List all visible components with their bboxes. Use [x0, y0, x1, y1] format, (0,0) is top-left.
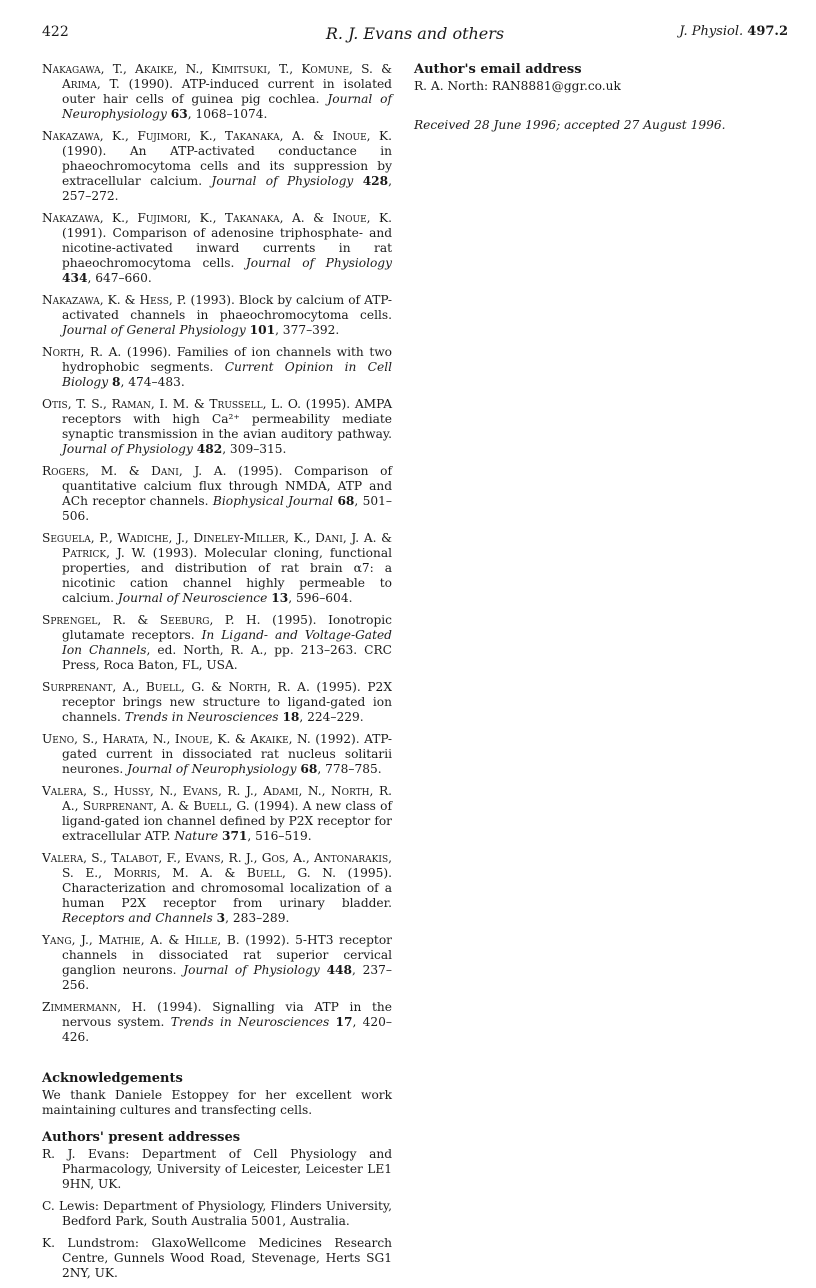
- reference-title: Block by calcium of ATP-activated channels in phaeochromocytoma cells.: [62, 293, 392, 323]
- journal-volume: 497.2: [747, 24, 788, 39]
- reference-volume: 101: [249, 323, 276, 338]
- reference-journal: Nature: [174, 828, 219, 843]
- reference-authors: Nakagawa, T., Akaike, N., Kimitsuki, T., Komune, S. & Arima, T.: [42, 62, 392, 92]
- reference-authors: Rogers, M. & Dani, J. A.: [42, 463, 227, 478]
- reference-authors: Valera, S., Talabot, F., Evans, R. J., Gos, A., Antonarakis, S. E., Morris, M. A. & Buell, G. N.: [42, 850, 392, 880]
- reference-pages: , 647–660.: [87, 271, 152, 286]
- reference-pages: , ed. North, R. A., pp. 213–263. CRC Press, Roca Baton, FL, USA.: [62, 643, 392, 673]
- journal-reference: [679, 24, 788, 39]
- reference-title: An ATP-activated conductance in phaeochromocytoma cells and its suppression by extracellular calcium.: [62, 144, 392, 189]
- reference-authors: Yang, J., Mathie, A. & Hille, B.: [42, 932, 240, 947]
- reference-volume: 371: [221, 828, 248, 843]
- email-address: R. A. North: RAN8881@ggr.co.uk: [414, 79, 621, 93]
- reference-pages: , 778–785.: [317, 761, 382, 776]
- reference-title: Comparison of adenosine triphosphate- and nicotine-activated inward currents in rat phaeochromocytoma cells.: [62, 226, 392, 271]
- reference-title: Signalling via ATP in the nervous system.: [62, 999, 392, 1029]
- reference-year: (1995).: [309, 679, 361, 694]
- reference-volume: 434: [62, 271, 88, 286]
- reference-title: A new class of ligand-gated ion channel defined by P2X receptor for extracellular ATP.: [62, 798, 392, 843]
- reference-pages: , 474–483.: [120, 375, 185, 390]
- reference-title: Families of ion channels with two hydrophobic segments.: [62, 344, 392, 375]
- reference-entry: [42, 851, 392, 926]
- reference-year: (1994).: [249, 798, 299, 813]
- reference-title: Characterization and chromosomal localization of a human P2X receptor from urinary bladder.: [62, 880, 392, 910]
- reference-list: [42, 62, 392, 1045]
- reference-authors: Nakazawa, K., Fujimori, K., Takanaka, A. & Inoue, K.: [42, 128, 392, 143]
- journal-abbrev: J. Physiol.: [679, 24, 744, 39]
- reference-journal: Journal of Physiology: [245, 256, 392, 271]
- reference-pages: , 283–289.: [225, 910, 290, 925]
- reference-entry: [42, 62, 392, 122]
- reference-year: (1993).: [145, 545, 198, 560]
- reference-authors: Seguela, P., Wadiche, J., Dineley-Miller, K., Dani, J. A. & Patrick, J. W.: [42, 530, 392, 560]
- reference-journal: Journal of General Physiology: [62, 323, 246, 338]
- reference-title: 5-HT3 receptor channels in dissociated rat superior cervical ganglion neurons.: [62, 932, 392, 977]
- right-column: [414, 62, 788, 132]
- reference-pages: , 1068–1074.: [187, 107, 268, 122]
- reference-title: Molecular cloning, functional properties, and distribution of rat brain α7: a nicotinic cation channel highly permeable to calcium.: [62, 545, 392, 606]
- reference-pages: , 224–229.: [299, 710, 364, 724]
- reference-volume: 428: [362, 174, 389, 189]
- reference-entry: [42, 531, 392, 606]
- reference-entry: [42, 680, 392, 725]
- address-item: C. Lewis: Department of Physiology, Flinders University, Bedford Park, South Australia 5001, Australia.: [42, 1198, 392, 1228]
- reference-entry: [42, 293, 392, 338]
- reference-authors: Nakazawa, K., Fujimori, K., Takanaka, A. & Inoue, K.: [42, 211, 392, 226]
- reference-entry: [42, 397, 392, 457]
- reference-volume: 482: [196, 442, 223, 457]
- reference-year: (1991).: [62, 226, 107, 241]
- reference-volume: 63: [170, 107, 188, 122]
- reference-pages: , 516–519.: [247, 828, 312, 843]
- reference-year: (1995).: [335, 865, 392, 880]
- reference-authors: Otis, T. S., Raman, I. M. & Trussell, L. O.: [42, 396, 302, 411]
- reference-journal: Current Opinion in Cell Biology: [62, 360, 393, 390]
- reference-pages: , 501–506.: [62, 494, 393, 524]
- reference-year: (1996).: [121, 344, 172, 359]
- reference-year: (1992).: [239, 932, 290, 947]
- reference-journal: Journal of Physiology: [183, 962, 320, 977]
- reference-volume: 17: [335, 1014, 353, 1029]
- reference-volume: 18: [282, 710, 300, 724]
- address-item: K. Lundstrom: GlaxoWellcome Medicines Research Centre, Gunnels Wood Road, Stevenage, Herts SG1 2NY, UK.: [42, 1235, 392, 1280]
- reference-volume: 448: [326, 962, 353, 977]
- email-heading: Author's email address: [414, 62, 582, 77]
- reference-entry: [42, 345, 392, 390]
- reference-year: (1995).: [260, 612, 317, 627]
- reference-pages: , 237–256.: [62, 962, 392, 992]
- reference-volume: 68: [337, 494, 355, 508]
- reference-title: AMPA receptors with high Ca²⁺ permeability mediate synaptic transmission in the avian auditory pathway.: [62, 396, 392, 442]
- reference-journal: Journal of Physiology: [62, 442, 193, 457]
- reference-journal: In Ligand- and Voltage-Gated Ion Channels: [62, 627, 392, 658]
- reference-authors: Valera, S., Hussy, N., Evans, R. J., Adami, N., North, R. A., Surprenant, A. & Buell, G.: [42, 783, 392, 813]
- reference-year: (1995).: [226, 463, 283, 478]
- reference-journal: Trends in Neurosciences: [170, 1014, 330, 1029]
- reference-authors: North, R. A.: [42, 344, 122, 359]
- reference-journal: Trends in Neurosciences: [124, 710, 279, 724]
- reference-title: Ionotropic glutamate receptors.: [62, 612, 392, 642]
- reference-entry: [42, 613, 392, 673]
- reference-pages: , 309–315.: [222, 442, 287, 457]
- reference-authors: Ueno, S., Harata, N., Inoue, K. & Akaike, N.: [42, 731, 311, 746]
- reference-pages: , 377–392.: [275, 323, 340, 338]
- reference-journal: Journal of Neurophysiology: [62, 92, 392, 122]
- reference-pages: , 596–604.: [288, 591, 353, 606]
- acknowledgements-section: [42, 1071, 392, 1118]
- reference-volume: 3: [216, 910, 226, 925]
- reference-authors: Surprenant, A., Buell, G. & North, R. A.: [42, 679, 310, 694]
- reference-entry: [42, 211, 392, 286]
- reference-volume: 13: [271, 591, 289, 606]
- reference-entry: [42, 129, 392, 204]
- reference-volume: 68: [300, 761, 318, 776]
- reference-entry: [42, 784, 392, 844]
- reference-pages: , 257–272.: [62, 174, 393, 204]
- received-dates: Received 28 June 1996; accepted 27 August 1996.: [414, 118, 726, 133]
- reference-authors: Nakazawa, K. & Hess, P.: [42, 293, 187, 308]
- reference-title: ATP-induced current in isolated outer hair cells of guinea pig cochlea.: [62, 77, 392, 107]
- addresses-section: [42, 1130, 392, 1281]
- reference-journal: Journal of Neuroscience: [117, 591, 268, 606]
- reference-entry: [42, 464, 392, 524]
- reference-authors: Zimmermann, H.: [42, 999, 147, 1014]
- reference-volume: 8: [112, 375, 121, 390]
- page-header: [42, 24, 788, 46]
- reference-title: Comparison of quantitative calcium flux through NMDA, ATP and ACh receptor channels.: [62, 463, 392, 508]
- reference-title: ATP-gated current in dissociated rat nucleus solitarii neurones.: [62, 731, 392, 776]
- reference-journal: Receptors and Channels: [62, 910, 213, 925]
- reference-journal: Journal of Neurophysiology: [127, 761, 297, 776]
- reference-year: (1990).: [119, 77, 173, 92]
- reference-entry: [42, 933, 392, 993]
- reference-year: (1995).: [301, 396, 351, 411]
- reference-journal: Journal of Physiology: [211, 174, 354, 189]
- running-title: R. J. Evans and others: [325, 24, 505, 43]
- left-column: [42, 62, 392, 1288]
- reference-title: P2X receptor brings new structure to ligand-gated ion channels.: [62, 679, 392, 724]
- reference-year: (1994).: [146, 999, 202, 1014]
- acknowledgements-text: We thank Daniele Estoppey for her excellent work maintaining cultures and transfecting cells.: [42, 1087, 392, 1117]
- reference-authors: Sprengel, R. & Seeburg, P. H.: [42, 612, 261, 627]
- reference-year: (1993).: [186, 293, 235, 308]
- reference-entry: [42, 732, 392, 777]
- reference-year: (1992).: [310, 731, 360, 746]
- reference-pages: , 420–426.: [62, 1014, 392, 1044]
- reference-journal: Biophysical Journal: [212, 494, 334, 508]
- address-item: R. J. Evans: Department of Cell Physiology and Pharmacology, University of Leicester, Leicester LE1 9HN, UK.: [42, 1147, 392, 1192]
- reference-year: (1990).: [62, 144, 107, 159]
- page-number: 422: [42, 24, 69, 40]
- addresses-heading: Authors' present addresses: [42, 1130, 241, 1146]
- reference-entry: [42, 1000, 392, 1045]
- acknowledgements-heading: Acknowledgements: [42, 1070, 183, 1086]
